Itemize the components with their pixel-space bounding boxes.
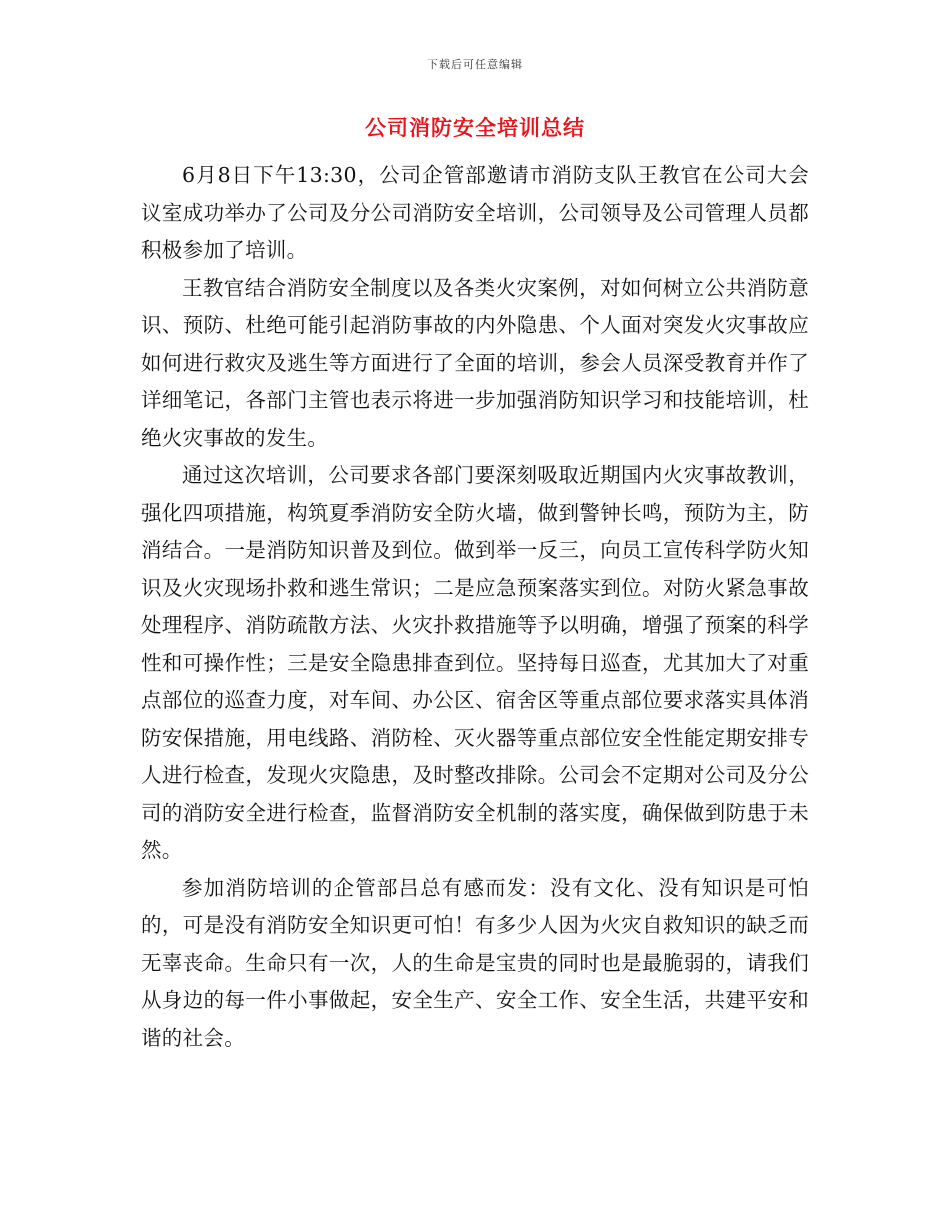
document-body [141,157,809,1057]
header-note: 下载后可任意编辑 [427,58,523,71]
paragraph-2: 王教官结合消防安全制度以及各类火灾案例，对如何树立公共消防意识、预防、杜绝可能引起消防事故的内外隐患、个人面对突发火灾事故应如何进行救灾及逃生等方面进行了全面的培训，参会人员深受教育并作了详细笔记，各部门主管也表示将进一步加强消防知识学习和技能培训，杜绝火灾事故的发生。 [141,275,809,450]
paragraph-3: 通过这次培训，公司要求各部门要深刻吸取近期国内火灾事故教训，强化四项措施，构筑夏季消防安全防火墙，做到警钟长鸣，预防为主，防消结合。一是消防知识普及到位。做到举一反三，向员工宣传科学防火知识及火灾现场扑救和逃生常识；二是应急预案落实到位。对防火紧急事故处理程序、消防疏散方法、火灾扑救措施等予以明确，增强了预案的科学性和可操作性；三是安全隐患排查到位。坚持每日巡查，尤其加大了对重点部位的巡查力度，对车间、办公区、宿舍区等重点部位要求落实具体消防安保措施，用电线路、消防栓、灭火器等重点部位安全性能定期安排专人进行检查，发现火灾隐患，及时整改排除。公司会不定期对公司及分公司的消防安全进行检查，监督消防安全机制的落实度，确保做到防患于未然。 [141,463,809,862]
paragraph-4: 参加消防培训的企管部吕总有感而发：没有文化、没有知识是可怕的，可是没有消防安全知识更可怕！有多少人因为火灾自救知识的缺乏而无辜丧命。生命只有一次，人的生命是宝贵的同时也是最脆弱的，请我们从身边的每一件小事做起，安全生产、安全工作、安全生活，共建平安和谐的社会。 [141,875,809,1050]
page-title: 公司消防安全培训总结 [365,116,585,140]
paragraph-1: 6月8日下午13:30，公司企管部邀请市消防支队王教官在公司大会议室成功举办了公司及分公司消防安全培训，公司领导及公司管理人员都积极参加了培训。 [141,163,809,262]
